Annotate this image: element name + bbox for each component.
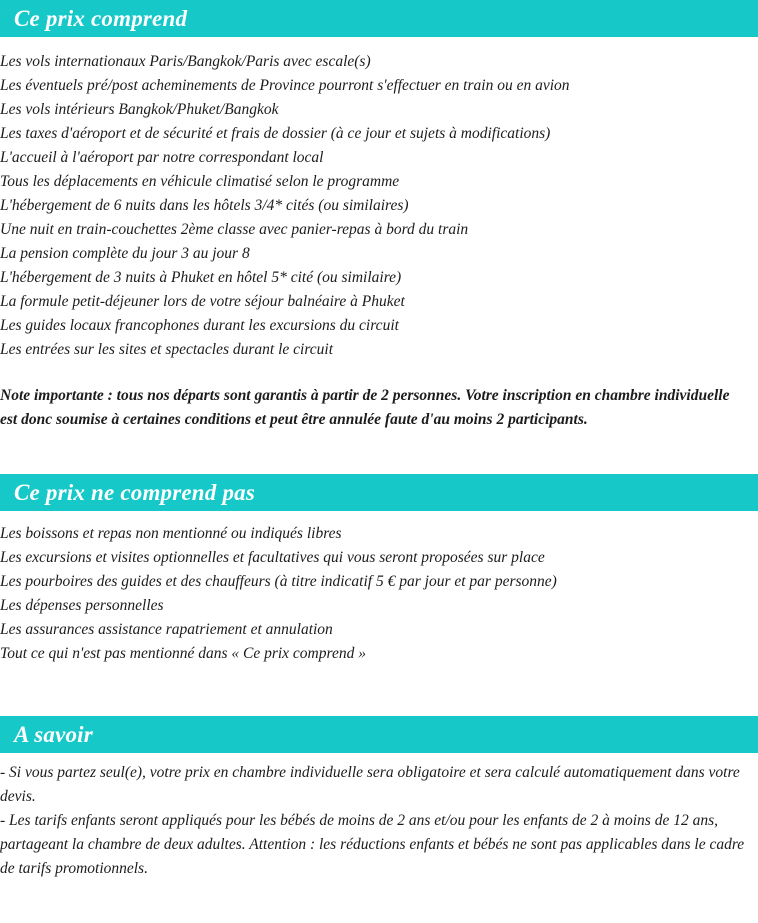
list-item: Les vols intérieurs Bangkok/Phuket/Bangkok [0, 101, 279, 118]
list-item: Les vols internationaux Paris/Bangkok/Paris avec escale(s) [0, 53, 371, 70]
section-title-price-excludes: Ce prix ne comprend pas [0, 474, 758, 511]
section-title-price-includes: Ce prix comprend [0, 0, 758, 37]
list-item: Les pourboires des guides et des chauffeurs (à titre indicatif 5 € par jour et par personne) [0, 573, 557, 590]
list-item: La formule petit-déjeuner lors de votre séjour balnéaire à Phuket [0, 293, 405, 310]
list-item: L'hébergement de 3 nuits à Phuket en hôtel 5* cité (ou similaire) [0, 269, 402, 286]
list-item: Tous les déplacements en véhicule climatisé selon le programme [0, 173, 400, 190]
paragraph: - Les tarifs enfants seront appliqués pour les bébés de moins de 2 ans et/ou pour les enfants de 2 à moins de 12 ans, partageant la chambre de deux adultes. Attention : les réductions enfants et bébés ne sont pas applicables dans le cadre de tarifs promotionnels. [0, 812, 745, 877]
list-item: L'hébergement de 6 nuits dans les hôtels 3/4* cités (ou similaires) [0, 197, 409, 214]
section-spacer [0, 432, 758, 474]
list-item: Une nuit en train-couchettes 2ème classe avec panier-repas à bord du train [0, 221, 469, 238]
important-note: Note importante : tous nos départs sont garantis à partir de 2 personnes. Votre inscription en chambre individuelle est donc soumise à certaines conditions et peut être annulée faute d'au moins 2 participants. [0, 387, 730, 428]
list-item: Les assurances assistance rapatriement et annulation [0, 621, 333, 638]
list-item: Les dépenses personnelles [0, 597, 164, 614]
section-price-excludes [0, 474, 758, 666]
list-item: L'accueil à l'aéroport par notre correspondant local [0, 149, 324, 166]
list-item: Les excursions et visites optionnelles et facultatives qui vous seront proposées sur place [0, 549, 545, 566]
section-price-includes [0, 0, 758, 432]
price-includes-list [0, 37, 758, 432]
list-item: Tout ce qui n'est pas mentionné dans « Ce prix comprend » [0, 645, 366, 662]
list-item: La pension complète du jour 3 au jour 8 [0, 245, 250, 262]
section-good-to-know [0, 716, 758, 881]
good-to-know-body [0, 753, 758, 881]
list-item: Les boissons et repas non mentionné ou indiqués libres [0, 525, 342, 542]
list-item: Les taxes d'aéroport et de sécurité et frais de dossier (à ce jour et sujets à modifications) [0, 125, 551, 142]
list-item: Les guides locaux francophones durant les excursions du circuit [0, 317, 399, 334]
price-excludes-list [0, 511, 758, 666]
paragraph: - Si vous partez seul(e), votre prix en chambre individuelle sera obligatoire et sera calculé automatiquement dans votre devis. [0, 764, 740, 805]
section-title-good-to-know: A savoir [0, 716, 758, 753]
section-spacer [0, 666, 758, 716]
list-item: Les éventuels pré/post acheminements de Province pourront s'effectuer en train ou en avion [0, 77, 570, 94]
list-item: Les entrées sur les sites et spectacles durant le circuit [0, 341, 334, 358]
